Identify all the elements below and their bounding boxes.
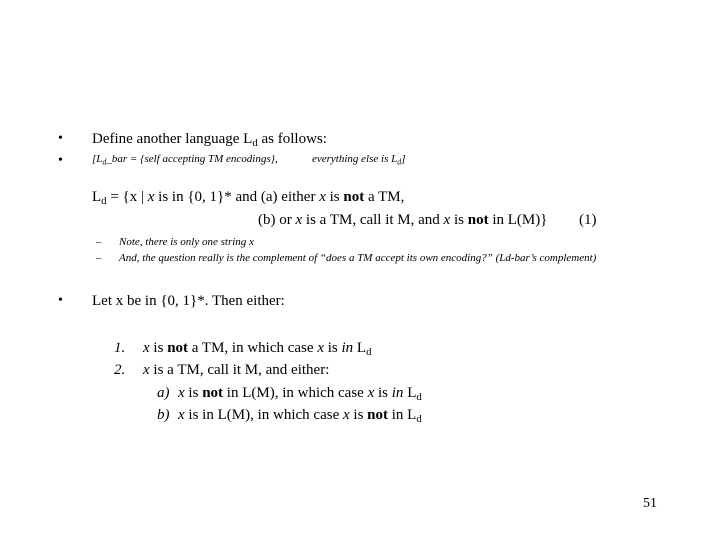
bullet-ld-bar-note (92, 153, 278, 166)
text: Define another language L (92, 131, 253, 147)
text: ] (401, 153, 406, 165)
text: is (149, 340, 168, 356)
subcase-a (178, 385, 422, 403)
bullet-let-x: Let x be in {0, 1}*. Then either: (92, 293, 285, 309)
var-x: x (147, 189, 155, 205)
text: is (374, 385, 392, 401)
emphasis-in: in (341, 340, 354, 356)
text: is in L(M), in which case (184, 407, 343, 423)
dash-marker: – (96, 252, 102, 264)
subscript: d (252, 137, 258, 150)
subscript: d (366, 346, 372, 359)
subscript: d (397, 157, 402, 167)
var-x: x (342, 407, 350, 423)
case-1 (143, 340, 372, 358)
subcase-b (178, 407, 422, 425)
text: L (353, 340, 367, 356)
bullet-marker: • (58, 153, 63, 168)
text: is a TM, call it M, and either: (149, 362, 330, 378)
var-x: x (178, 407, 185, 423)
bullet-marker: • (58, 293, 63, 308)
subscript: d (416, 391, 422, 404)
emphasis-not: not (367, 407, 389, 423)
note-one-string: Note, there is only one string x (119, 236, 254, 248)
text: L (92, 189, 102, 205)
bullet-define-language (92, 131, 327, 149)
subscript: d (102, 157, 107, 167)
subcase-label-b: b) (157, 407, 170, 423)
text: L (403, 385, 417, 401)
equation-number: (1) (579, 212, 597, 228)
var-x: x (178, 385, 185, 401)
text: is in {0, 1}* and (a) either (154, 189, 320, 205)
emphasis-not: not (343, 189, 365, 205)
case-2 (143, 362, 329, 379)
subscript: d (416, 413, 422, 426)
definition-line-1 (92, 189, 404, 207)
text: a TM, (364, 189, 405, 205)
subscript: d (101, 195, 107, 208)
bullet-marker: • (58, 131, 63, 146)
text: (b) or (258, 212, 296, 228)
emphasis-in: in (391, 385, 404, 401)
note-complement: And, the question really is the complement of “does a TM accept its own encoding?” (Ld-bar’s complement) (119, 252, 597, 264)
text: is (450, 212, 468, 228)
text: in L (388, 407, 417, 423)
text: is (184, 385, 203, 401)
page-number: 51 (643, 496, 657, 511)
case-number-2: 2. (114, 362, 126, 378)
dash-marker: – (96, 236, 102, 248)
text: is (323, 340, 342, 356)
text: _bar = {self accepting TM encodings}, (106, 153, 278, 165)
text: everything else is L (312, 153, 398, 165)
case-number-1: 1. (114, 340, 126, 356)
var-x: x (443, 212, 451, 228)
text: in L(M)} (488, 212, 548, 228)
text: [L (92, 153, 103, 165)
text: is (349, 407, 368, 423)
text: = {x | (106, 189, 148, 205)
subcase-label-a: a) (157, 385, 170, 401)
var-x: x (295, 212, 303, 228)
var-x: x (317, 340, 324, 356)
var-x: x (319, 189, 326, 205)
text: is (325, 189, 344, 205)
everything-else-note (312, 153, 405, 166)
var-x: x (143, 340, 150, 356)
emphasis-not: not (167, 340, 189, 356)
var-x: x (143, 362, 150, 378)
emphasis-not: not (202, 385, 224, 401)
var-x: x (367, 385, 375, 401)
text: is a TM, call it M, and (302, 212, 444, 228)
definition-line-2 (258, 212, 547, 229)
emphasis-not: not (467, 212, 489, 228)
text: a TM, in which case (188, 340, 318, 356)
text: in L(M), in which case (223, 385, 368, 401)
text: as follows: (257, 131, 327, 147)
